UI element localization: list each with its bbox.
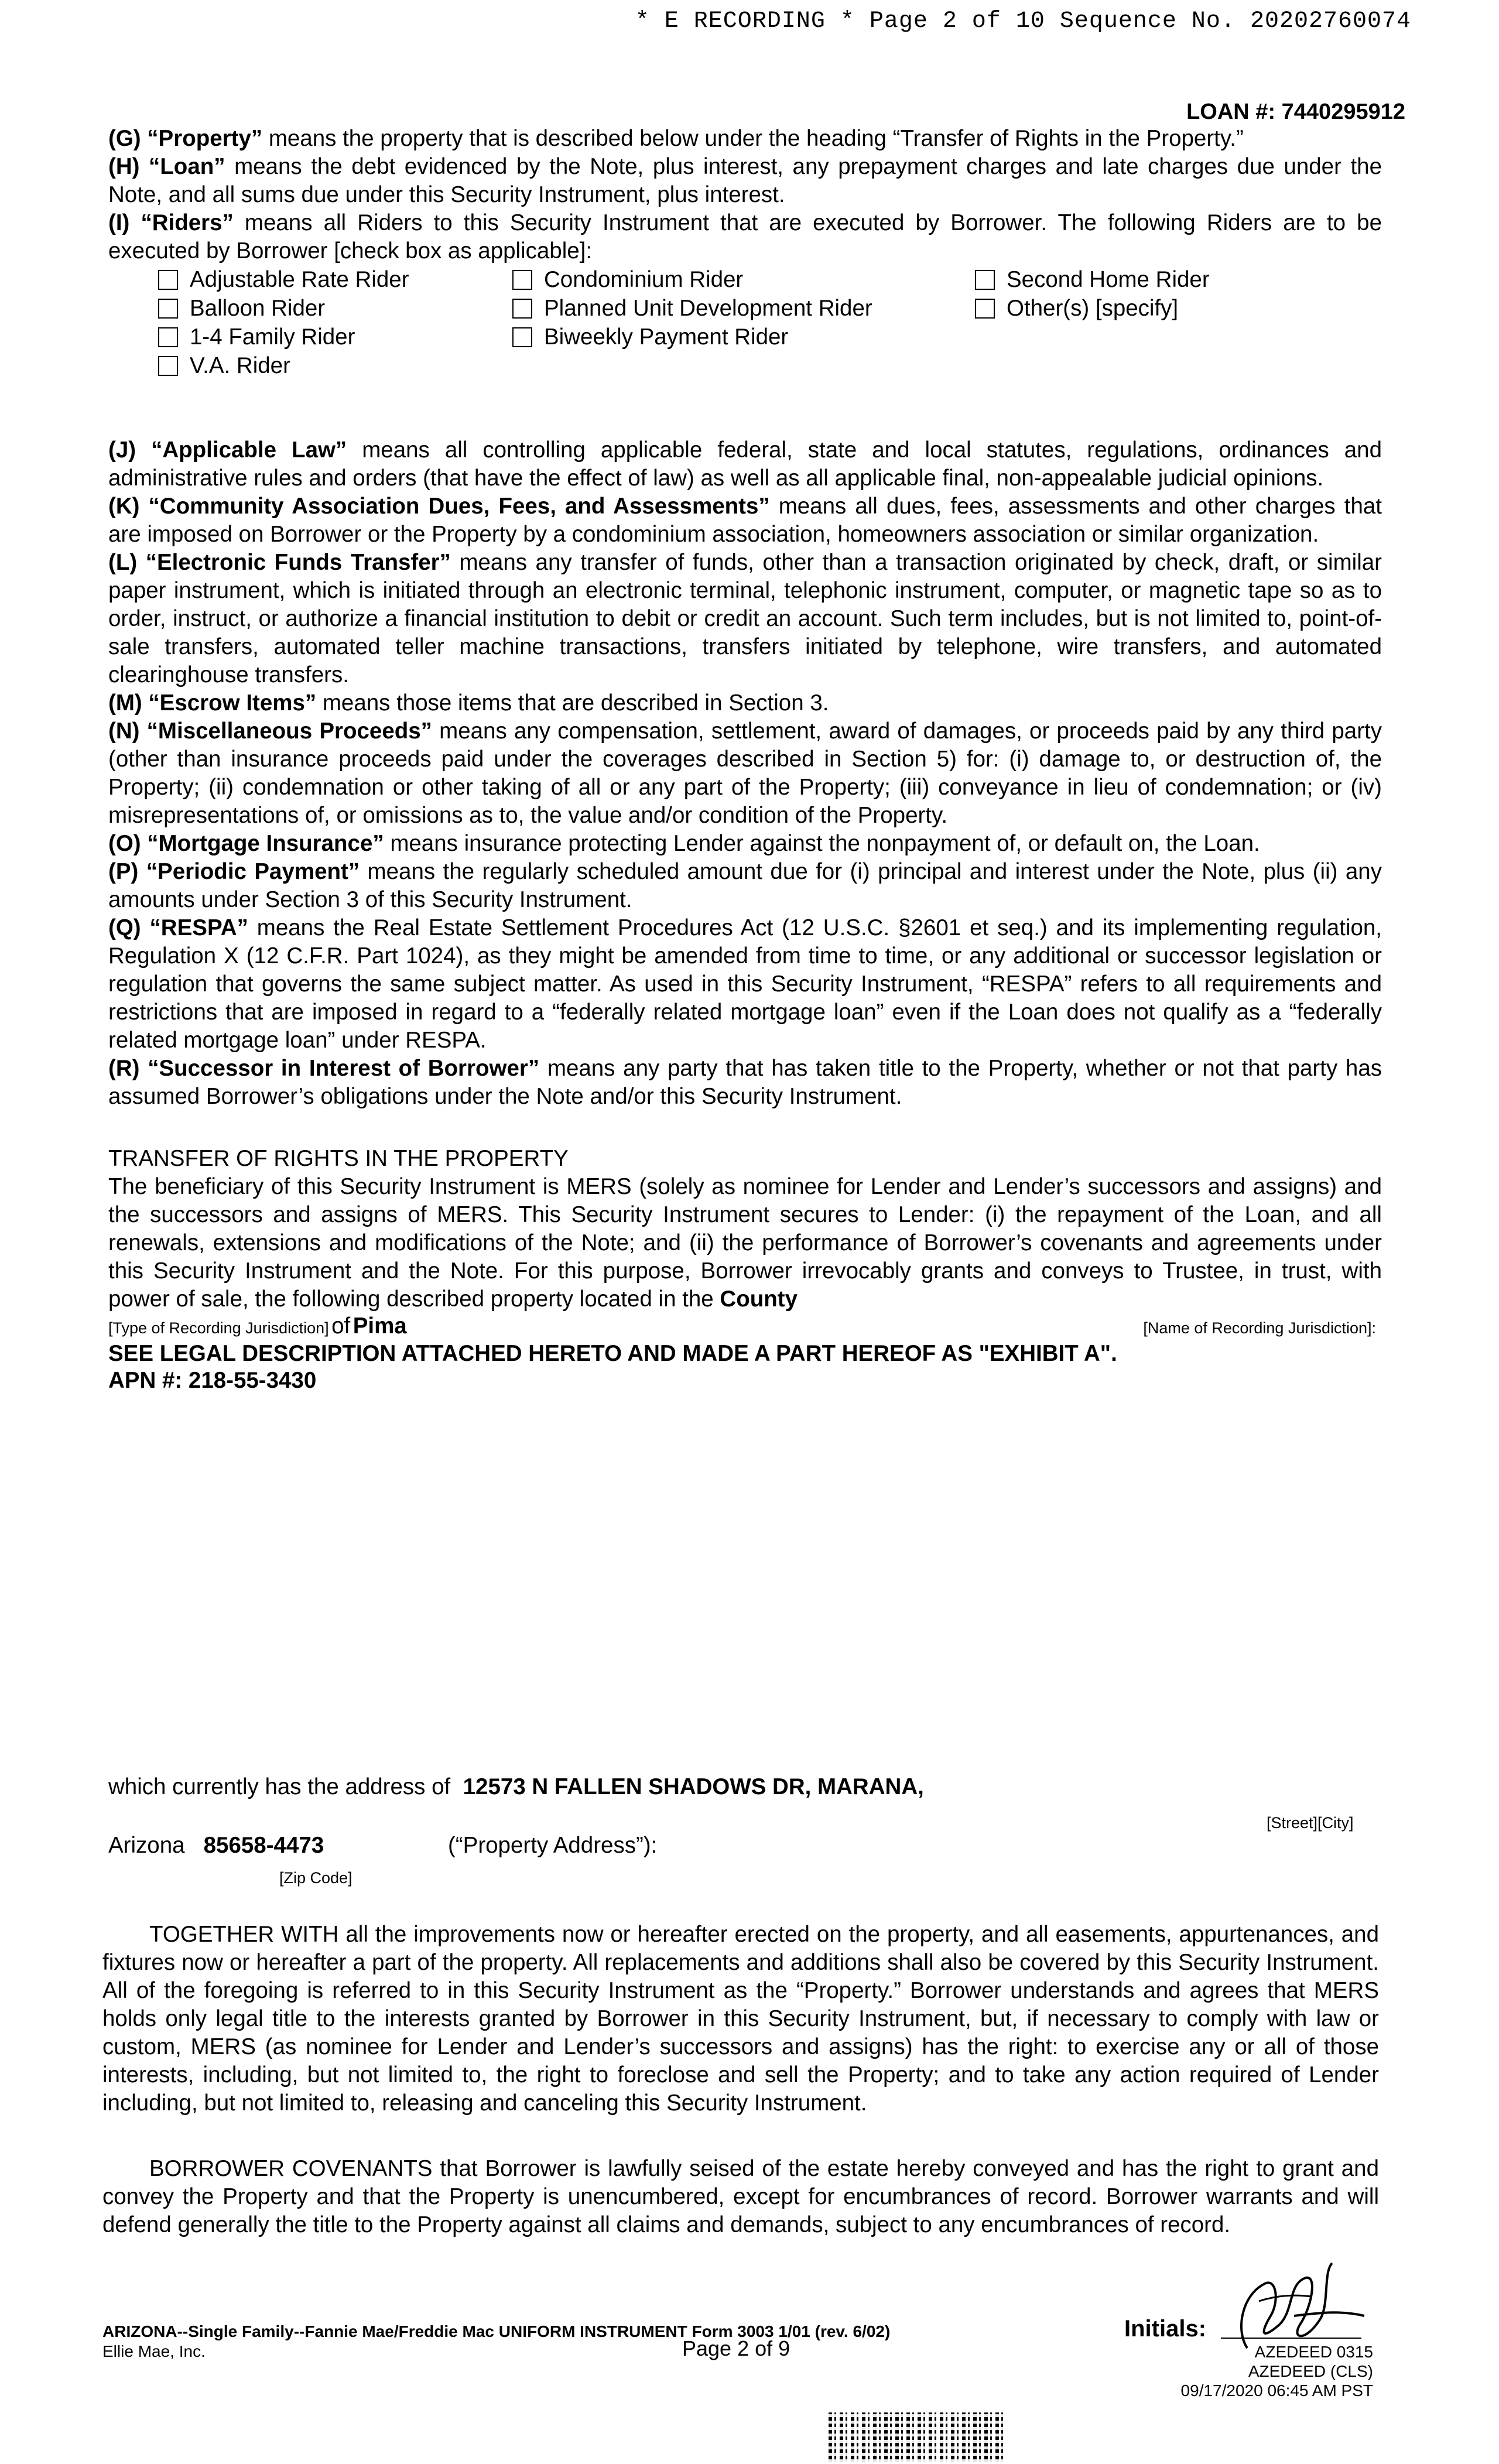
recording-stamp: AZEDEED 0315 AZEDEED (CLS) 09/17/2020 06:45 AM PST bbox=[1180, 2343, 1373, 2400]
rider-option[interactable]: Condominium Rider bbox=[512, 265, 975, 294]
rider-option[interactable]: Biweekly Payment Rider bbox=[512, 323, 975, 351]
barcode-image bbox=[829, 2412, 1004, 2462]
transfer-heading: TRANSFER OF RIGHTS IN THE PROPERTY bbox=[108, 1146, 569, 1171]
rider-option[interactable]: Second Home Rider bbox=[975, 265, 1326, 294]
initials-label: Initials: bbox=[1124, 2316, 1207, 2342]
apn-number: APN #: 218-55-3430 bbox=[108, 1368, 317, 1393]
state-zip-line: Arizona 85658-4473 bbox=[108, 1833, 324, 1858]
borrower-covenants-paragraph: BORROWER COVENANTS that Borrower is lawfully seised of the estate hereby conveyed and has the right to grant and convey the Property and that the Property is unencumbered, except for encumbrances of record. Borrower warrants and will defend generally the title to the Property against all claims and demands, subject to any encumbrances of record. bbox=[102, 2156, 1379, 2237]
checkbox[interactable] bbox=[158, 327, 178, 347]
rider-empty bbox=[975, 323, 1326, 351]
address-line: which currently has the address of 12573 N FALLEN SHADOWS DR, MARANA, bbox=[108, 1774, 924, 1799]
rider-option[interactable]: 1-4 Family Rider bbox=[158, 323, 512, 351]
loan-number: LOAN #: 7440295912 bbox=[1186, 100, 1405, 124]
rider-option[interactable]: Adjustable Rate Rider bbox=[158, 265, 512, 294]
rider-option[interactable]: V.A. Rider bbox=[158, 351, 512, 380]
definition-g: (G) “Property” means the property that is described below under the heading “Transfer of Rights in the Property.” bbox=[108, 126, 1244, 151]
definition-q: (Q) “RESPA” means the Real Estate Settlement Procedures Act (12 U.S.C. §2601 et seq.) and its implementing regulation, Regulation X (12 C.F.R. Part 1024), as they might be amended from time to time, or any additional or successor legislation or regulation that governs the same subject matter. As used in this Security Instrument, “RESPA” refers to all requirements and restrictions that are imposed in regard to a “federally related mortgage loan” even if the Loan does not qualify as a “federally related mortgage loan” under RESPA. bbox=[108, 915, 1382, 1053]
checkbox[interactable] bbox=[975, 270, 995, 290]
together-with-paragraph: TOGETHER WITH all the improvements now or hereafter erected on the property, and all easements, appurtenances, and fixtures now or hereafter a part of the property. All replacements and additions shall also be covered by this Security Instrument. All of the foregoing is referred to in this Security Instrument as the “Property.” Borrower understands and agrees that MERS holds only legal title to the interests granted by Borrower in this Security Instrument, but, if necessary to comply with law or custom, MERS (as nominee for Lender and Lender’s successors and assigns) has the right: to exercise any or all of those interests, including, but not limited to, the right to foreclose and sell the Property; and to take any action required of Lender including, but not limited to, releasing and canceling this Security Instrument. bbox=[102, 1922, 1379, 2116]
transfer-body: The beneficiary of this Security Instrument is MERS (solely as nominee for Lender and Lender’s successors and assigns) and the successors and assigns of MERS. This Security Instrument secures to Lender: (i) the repayment of the Loan, and all renewals, extensions and modifications of the Note; and (ii) the performance of Borrower’s covenants and agreements under this Security Instrument and the Note. For this purpose, Borrower irrevocably grants and conveys to Trustee, in trust, with power of sale, the following described property located in the County bbox=[108, 1174, 1382, 1312]
property-address-label: (“Property Address”): bbox=[448, 1833, 658, 1858]
rider-checklist bbox=[158, 265, 1382, 380]
checkbox[interactable] bbox=[158, 356, 178, 376]
zip-label: [Zip Code] bbox=[279, 1869, 352, 1887]
definition-l: (L) “Electronic Funds Transfer” means any transfer of funds, other than a transaction originated by check, draft, or similar paper instrument, which is initiated through an electronic terminal, telephonic instrument, computer, or magnetic tape so as to order, instruct, or authorize a financial institution to debit or credit an account. Such term includes, but is not limited to, point-of-sale transfers, automated teller machine transactions, transfers initiated by telephone, wire transfers, and automated clearinghouse transfers. bbox=[108, 550, 1382, 687]
recording-header: * E RECORDING * Page 2 of 10 Sequence No. 20202760074 bbox=[635, 8, 1411, 35]
definition-p: (P) “Periodic Payment” means the regularly scheduled amount due for (i) principal and interest under the Note, plus (ii) any amounts under Section 3 of this Security Instrument. bbox=[108, 859, 1382, 912]
checkbox[interactable] bbox=[512, 270, 532, 290]
definition-j: (J) “Applicable Law” means all controlling applicable federal, state and local statutes, regulations, ordinances and administrative rules and orders (that have the effect of law) as well as all applicable final, non-appealable judicial opinions. bbox=[108, 437, 1382, 491]
rider-option[interactable]: Balloon Rider bbox=[158, 294, 512, 323]
definition-i: (I) “Riders” means all Riders to this Security Instrument that are executed by Borrower. The following Riders are to be executed by Borrower [check box as applicable]: bbox=[108, 210, 1382, 263]
legal-description: SEE LEGAL DESCRIPTION ATTACHED HERETO AND MADE A PART HEREOF AS "EXHIBIT A". bbox=[108, 1341, 1117, 1366]
document-body bbox=[108, 100, 1405, 1394]
definition-m: (M) “Escrow Items” means those items that are described in Section 3. bbox=[108, 690, 829, 716]
initials-signature bbox=[1224, 2260, 1376, 2354]
form-footer: ARIZONA--Single Family--Fannie Mae/Freddie Mac UNIFORM INSTRUMENT Form 3003 1/01 (rev. 6/02) Ellie Mae, Inc. bbox=[102, 2322, 891, 2360]
definition-n: (N) “Miscellaneous Proceeds” means any compensation, settlement, award of damages, or proceeds paid by any third party (other than insurance proceeds paid under the coverages described in Section 5) for: (i) damage to, or destruction of, the Property; (ii) condemnation or other taking of all or any part of the Property; (iii) conveyance in lieu of condemnation; or (iv) misrepresentations of, or omissions as to, the value and/or condition of the Property. bbox=[108, 718, 1382, 828]
checkbox[interactable] bbox=[512, 327, 532, 347]
checkbox[interactable] bbox=[512, 299, 532, 319]
checkbox[interactable] bbox=[975, 299, 995, 319]
definition-r: (R) “Successor in Interest of Borrower” means any party that has taken title to the Property, whether or not that party has assumed Borrower’s obligations under the Note and/or this Security Instrument. bbox=[108, 1056, 1382, 1109]
rider-option[interactable]: Other(s) [specify] bbox=[975, 294, 1326, 323]
definition-h: (H) “Loan” means the debt evidenced by the Note, plus interest, any prepayment charges and late charges due under the Note, and all sums due under this Security Instrument, plus interest. bbox=[108, 154, 1382, 207]
jurisdiction-line: [Type of Recording Jurisdiction] of Pima [Name of Recording Jurisdiction]: bbox=[108, 1313, 1376, 1339]
page-number: Page 2 of 9 bbox=[682, 2336, 790, 2360]
checkbox[interactable] bbox=[158, 270, 178, 290]
definition-o: (O) “Mortgage Insurance” means insurance protecting Lender against the nonpayment of, or default on, the Loan. bbox=[108, 831, 1260, 856]
street-label: [Street][City] bbox=[1267, 1814, 1354, 1832]
checkbox[interactable] bbox=[158, 299, 178, 319]
rider-option[interactable]: Planned Unit Development Rider bbox=[512, 294, 975, 323]
definition-k: (K) “Community Association Dues, Fees, and Assessments” means all dues, fees, assessments and other charges that are imposed on Borrower or the Property by a condominium association, homeowners association or similar organization. bbox=[108, 494, 1382, 547]
